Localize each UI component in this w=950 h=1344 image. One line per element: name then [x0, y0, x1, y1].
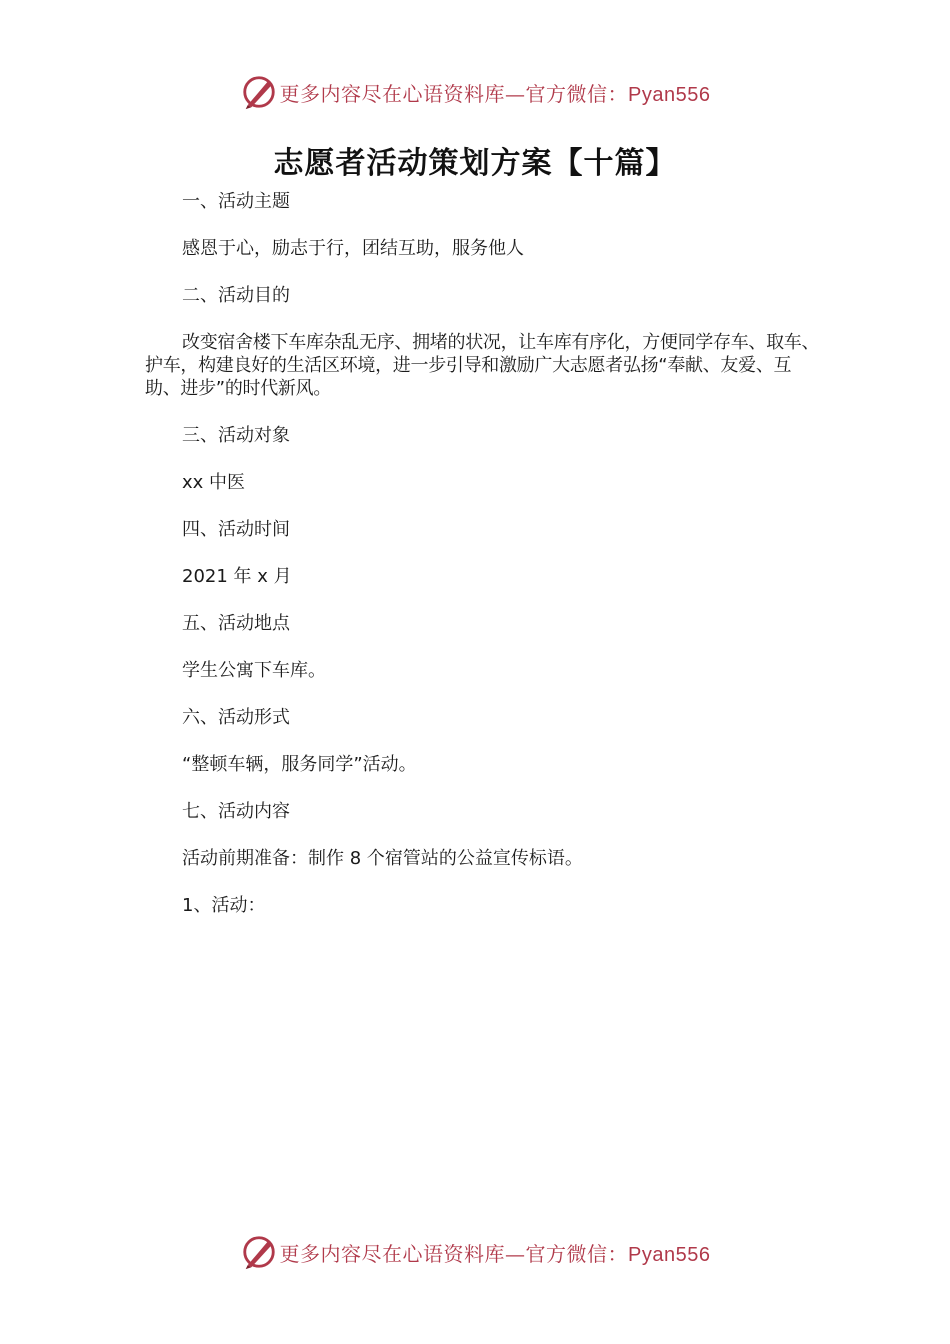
- section-heading: 三、活动对象: [182, 425, 290, 446]
- paragraph: “整顿车辆，服务同学”活动。: [182, 754, 417, 775]
- paragraph: 感恩于心，励志于行，团结互助，服务他人: [182, 238, 524, 259]
- paragraph: 学生公寓下车库。: [182, 660, 326, 681]
- pen-nib-logo-icon: [240, 73, 278, 111]
- document-body: [145, 190, 825, 941]
- header-wechat-id: Pyan556: [628, 83, 711, 106]
- paragraph: 活动前期准备：制作 8 个宿管站的公益宣传标语。: [182, 848, 583, 869]
- section-heading: 一、活动主题: [182, 191, 290, 212]
- footer-banner: [0, 1230, 950, 1274]
- section-heading: 二、活动目的: [182, 285, 290, 306]
- pen-nib-logo-icon: [240, 1233, 278, 1271]
- document-title: 志愿者活动策划方案【十篇】: [273, 146, 677, 181]
- section-heading: 五、活动地点: [182, 613, 290, 634]
- footer-wechat-id: Pyan556: [628, 1243, 711, 1266]
- section-heading: 六、活动形式: [182, 707, 290, 728]
- header-text: 更多内容尽在心语资料库—官方微信：Pyan556: [279, 81, 711, 106]
- header-banner: [0, 70, 950, 114]
- footer-text: 更多内容尽在心语资料库—官方微信：Pyan556: [279, 1241, 711, 1266]
- paragraph: 2021 年 x 月: [182, 566, 292, 587]
- paragraph: xx 中医: [182, 472, 246, 493]
- paragraph: 改变宿舍楼下车库杂乱无序、拥堵的状况，让车库有序化，方便同学存车、取车、护车，构建良好的生活区环境，进一步引导和激励广大志愿者弘扬“奉献、友爱、互助、进步”的时代新风。: [145, 332, 820, 399]
- section-heading: 四、活动时间: [182, 519, 290, 540]
- section-heading: 七、活动内容: [182, 801, 290, 822]
- paragraph: 1、活动：: [182, 895, 266, 916]
